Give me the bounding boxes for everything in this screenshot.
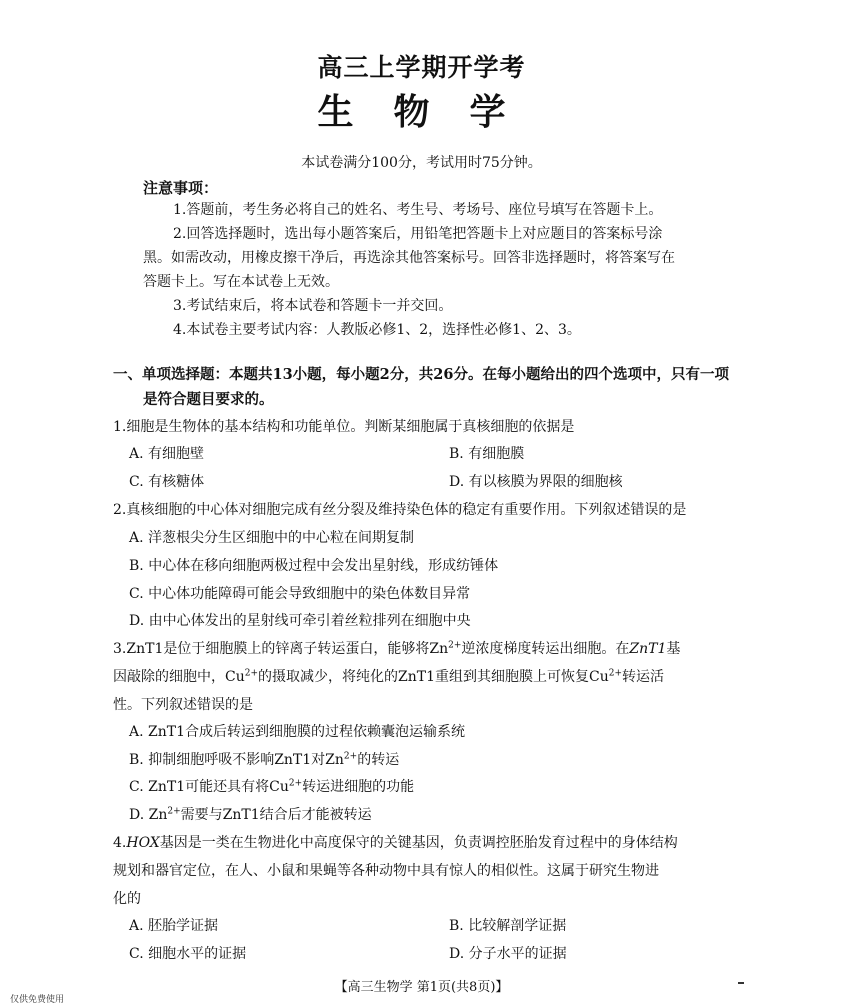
question-3-stem-line3: 性。下列叙述错误的是 (113, 697, 253, 713)
question-4-stem-line1 (113, 832, 678, 852)
q1-option-b: B. 有细胞膜 (449, 446, 525, 462)
q4-option-a: A. 胚胎学证据 (129, 918, 219, 934)
subject-title: 生物学 (317, 91, 546, 133)
q3-option-b (129, 749, 399, 769)
side-note: 仅供免费使用 (10, 995, 65, 1005)
note-line: 2.回答选择题时，选出每小题答案后，用铅笔把答题卡上对应题目的答案标号涂 (173, 226, 663, 242)
q4-option-c: C. 细胞水平的证据 (129, 946, 247, 962)
question-3-stem-line1 (113, 638, 680, 658)
question-3-stem-line2 (113, 666, 664, 686)
q3-option-a: A. ZnT1合成后转运到细胞膜的过程依赖囊泡运输系统 (129, 724, 465, 740)
note-line: 黑。如需改动，用橡皮擦干净后，再选涂其他答案标号。回答非选择题时，将答案写在 (143, 250, 675, 266)
page-mark (738, 982, 744, 984)
q4-option-d: D. 分子水平的证据 (449, 946, 567, 962)
q3-gene-name: ZnT1 (629, 641, 667, 657)
q2-option-a: A. 洋葱根尖分生区细胞中的中心粒在间期复制 (129, 530, 415, 546)
q3-text: 逆浓度梯度转运出细胞。在 (461, 641, 630, 657)
q2-option-b: B. 中心体在移向细胞两极过程中会发出星射线，形成纺锤体 (129, 558, 499, 574)
exam-intro: 本试卷满分100分，考试用时75分钟。 (301, 155, 542, 171)
q3-text: 的摄取减少，将纯化的ZnT1重组到其细胞膜上可恢复Cu (258, 669, 609, 685)
q3-superscript: 2+ (608, 668, 623, 679)
q4-text: 基因是一类在生物进化中高度保守的关键基因，负责调控胚胎发育过程中的身体结构 (159, 835, 678, 851)
q3d-superscript: 2+ (167, 806, 181, 817)
q3d-text: 需要与ZnT1结合后才能被转运 (180, 807, 372, 823)
question-4-stem-line2: 规划和器官定位，在人、小鼠和果蝇等各种动物中具有惊人的相似性。这属于研究生物进 (113, 863, 659, 879)
exam-title: 高三上学期开学考 (317, 53, 526, 82)
note-line: 3.考试结束后，将本试卷和答题卡一并交回。 (173, 298, 453, 314)
question-4-stem-line3: 化的 (113, 891, 141, 907)
q1-option-c: C. 有核糖体 (129, 474, 205, 490)
q1-option-d: D. 有以核膜为界限的细胞核 (449, 474, 623, 490)
q4-gene-name: HOX (126, 835, 160, 851)
q3d-text: D. Zn (129, 807, 168, 823)
notes-heading: 注意事项： (143, 179, 219, 197)
note-line: 答题卡上。写在本试卷上无效。 (143, 274, 339, 290)
page-footer: 【高三生物学 第1页(共8页)】 (334, 980, 509, 995)
q2-option-c: C. 中心体功能障碍可能会导致细胞中的染色体数目异常 (129, 586, 471, 602)
q3b-superscript: 2+ (343, 751, 358, 762)
q3-text: 因敲除的细胞中，Cu (113, 669, 245, 685)
question-1-stem: 1.细胞是生物体的基本结构和功能单位。判断某细胞属于真核细胞的依据是 (113, 419, 575, 435)
section-heading-cont: 是符合题目要求的。 (143, 391, 274, 408)
q3-text: 转运活 (622, 669, 665, 685)
section-heading: 一、单项选择题：本题共13小题，每小题2分，共26分。在每小题给出的四个选项中，只有一项 (113, 366, 729, 383)
q3-superscript: 2+ (244, 668, 259, 679)
q3-text: 基 (666, 641, 681, 657)
q3c-superscript: 2+ (288, 778, 303, 789)
q3c-text: C. ZnT1可能还具有将Cu (129, 779, 289, 795)
q4-number: 4. (113, 835, 127, 851)
q3-option-d (129, 804, 372, 824)
q3b-text: B. 抑制细胞呼吸不影响ZnT1对Zn (129, 752, 344, 768)
question-2-stem: 2.真核细胞的中心体对细胞完成有丝分裂及维持染色体的稳定有重要作用。下列叙述错误的是 (113, 502, 687, 518)
q3-superscript: 2+ (448, 640, 462, 651)
q4-option-b: B. 比较解剖学证据 (449, 918, 567, 934)
q1-option-a: A. 有细胞壁 (129, 446, 205, 462)
q3c-text: 转运进细胞的功能 (302, 779, 415, 795)
note-line: 4.本试卷主要考试内容：人教版必修1、2，选择性必修1、2、3。 (173, 322, 581, 338)
q3-option-c (129, 776, 414, 796)
q2-option-d: D. 由中心体发出的星射线可牵引着丝粒排列在细胞中央 (129, 613, 471, 629)
note-line: 1.答题前，考生务必将自己的姓名、考生号、考场号、座位号填写在答题卡上。 (173, 202, 663, 218)
q3b-text: 的转运 (357, 752, 400, 768)
q3-text: 3.ZnT1是位于细胞膜上的锌离子转运蛋白，能够将Zn (113, 641, 449, 657)
